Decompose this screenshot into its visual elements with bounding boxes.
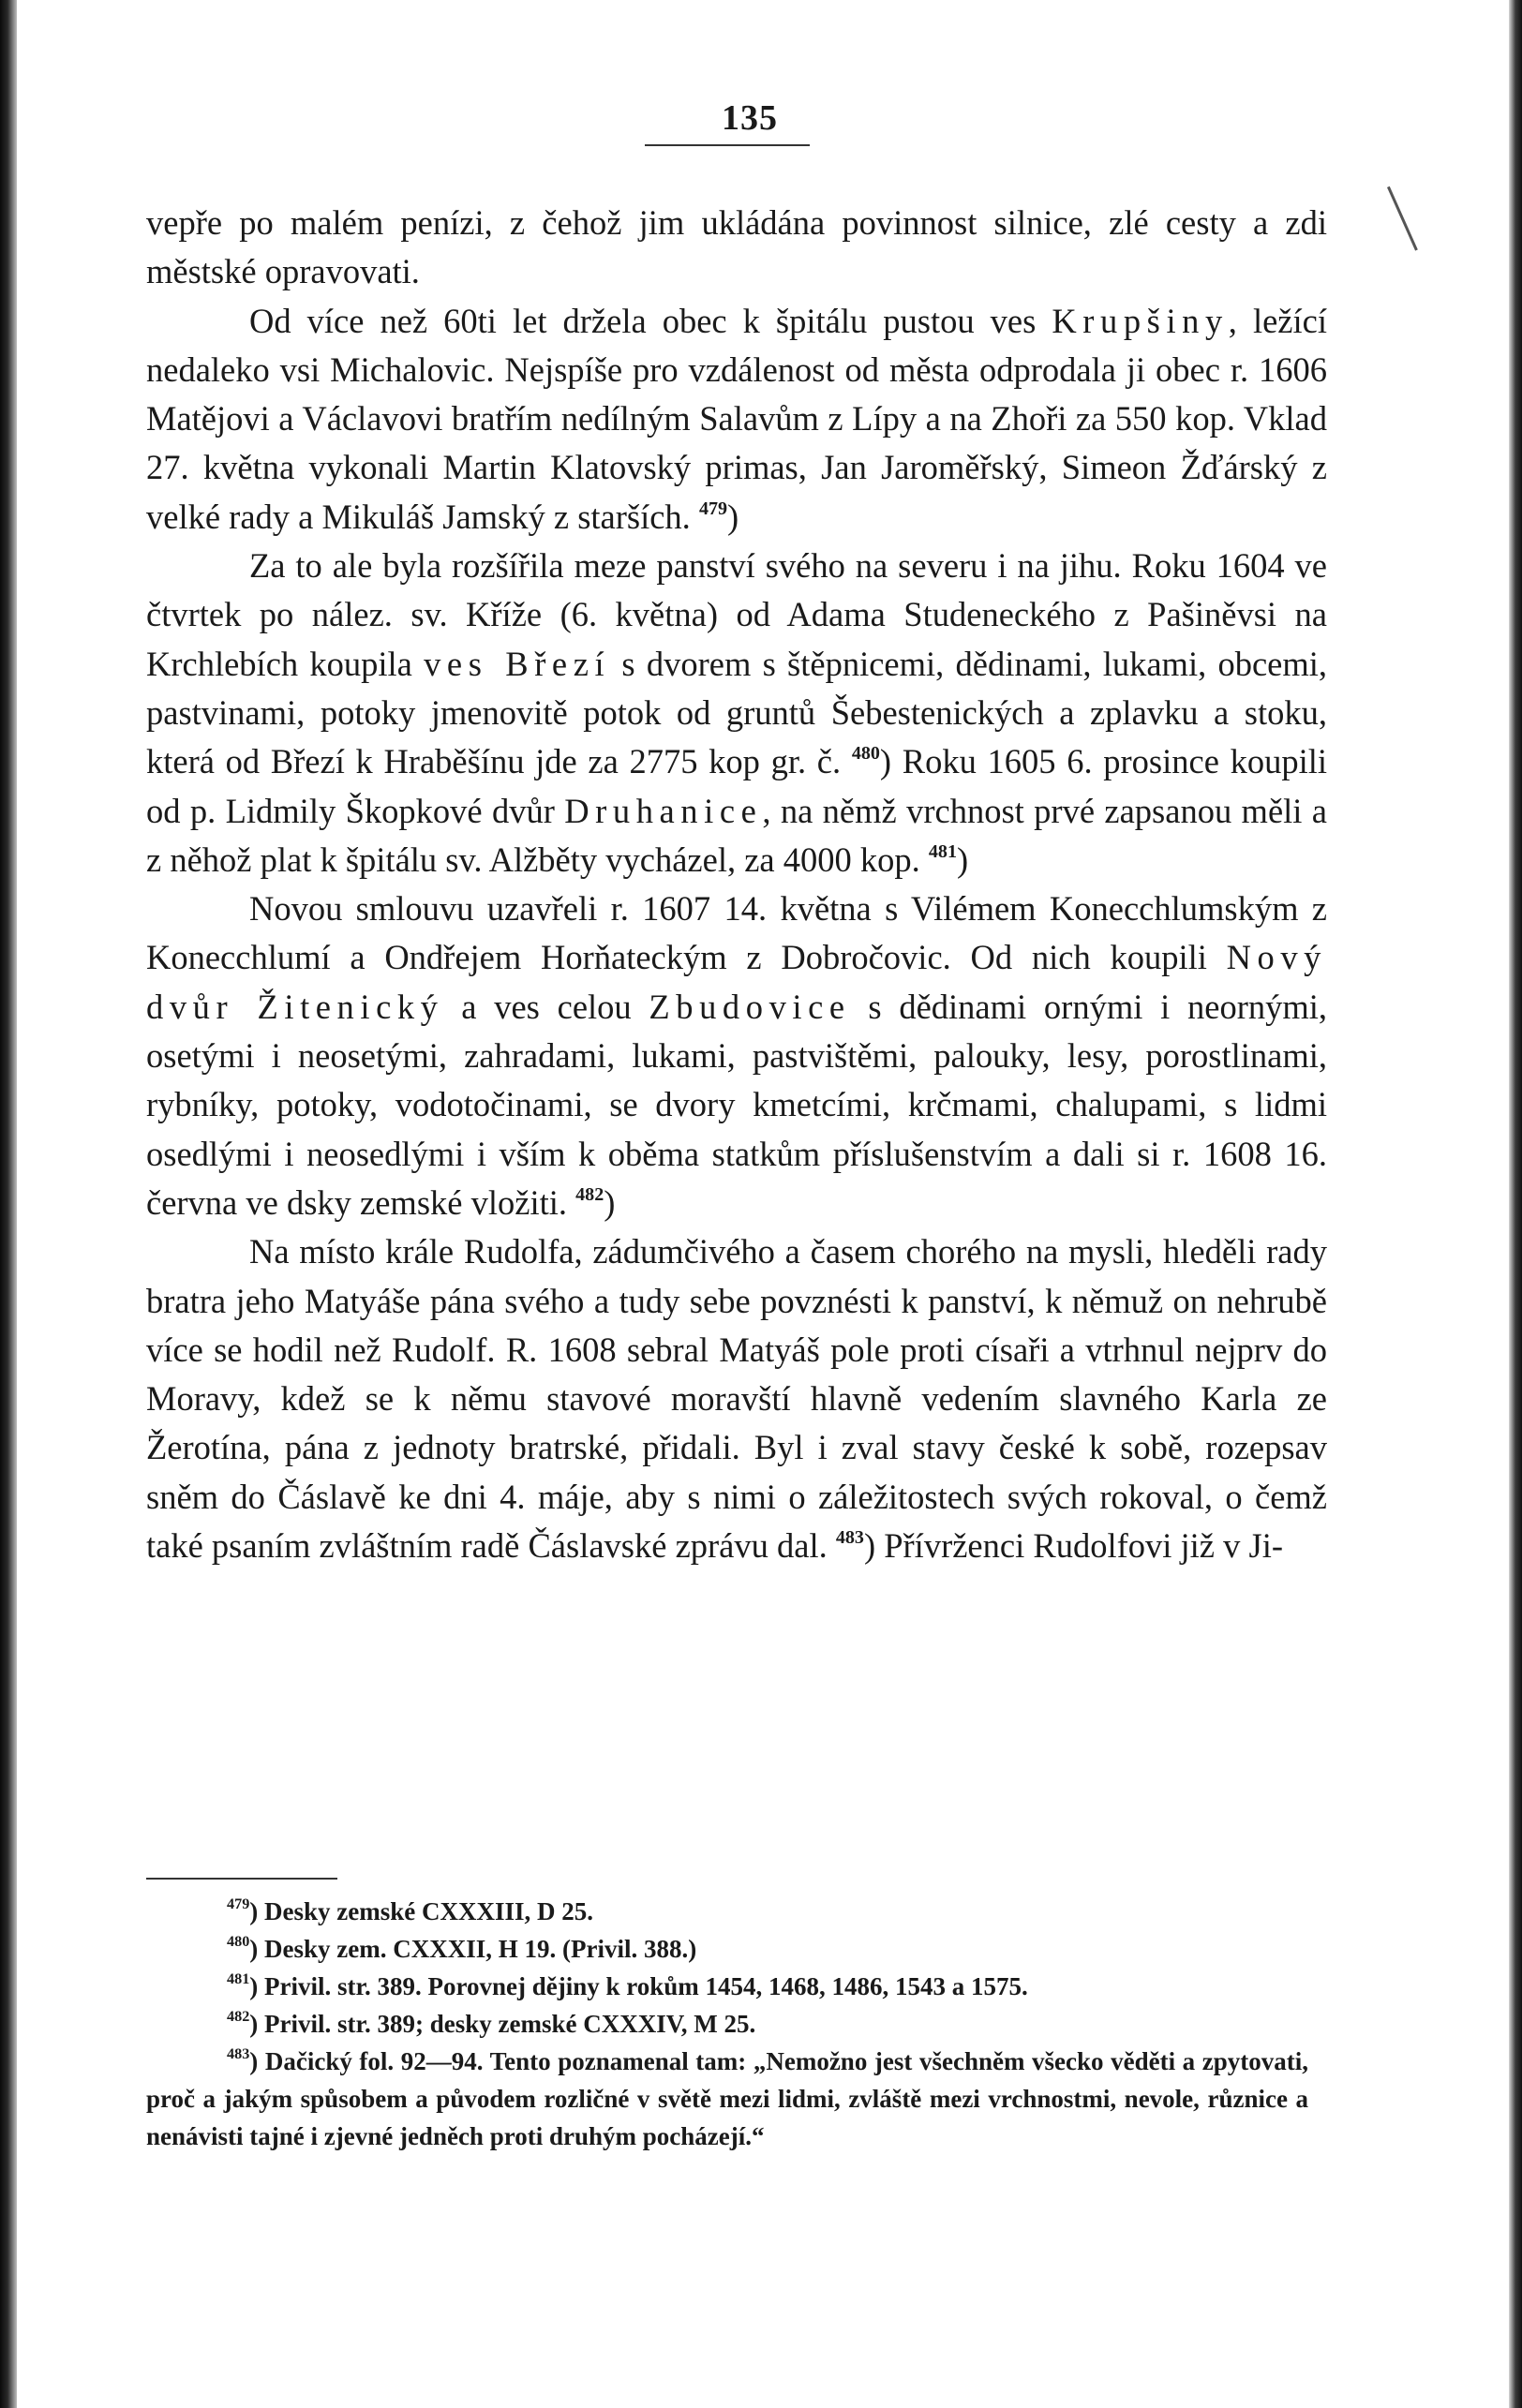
text-run: ) <box>956 840 969 879</box>
text-run: Za to ale byla rozšířila meze panství svého na severu i na jihu. Roku 1604 ve čtvrtek po nález. sv. Kříže (6. května) od Adama Studeneckého z Pašiněvsi na Krchlebích koupila <box>146 546 1327 683</box>
footnote-reference: 481 <box>928 840 957 862</box>
footnotes <box>146 1893 1308 2155</box>
text-run: , ležící nedaleko vsi Michalovic. Nejspíše pro vzdálenost od města odprodala ji obec r. 1606 Matějovi a Václavovi bratřím nedílným Salavům z Lípy a na Zhoři za 550 kop. Vklad 27. května vykonali Martin Klatovský primas, Jan Jaroměřský, Simeon Žďárský z velké rady a Mikuláš Jamský z starších. <box>146 301 1327 536</box>
text-run: s dědinami ornými i neornými, osetými i neosetými, zahradami, lukami, pastvištěmi, palouky, lesy, porostlinami, rybníky, potoky, vodotočinami, se dvory kmetcími, krčmami, chalupami, s lidmi osedlými i neosedlými i vším k oběma statkům příslušenstvím a dali si r. 1608 16. června ve dsky zemské vložiti. <box>146 987 1328 1222</box>
spaced-proper-name: Druhanice <box>564 791 763 830</box>
spaced-proper-name: Zbudovice <box>649 987 851 1026</box>
paragraph <box>146 297 1327 542</box>
spaced-proper-name: Krupšiny <box>1052 301 1229 340</box>
text-run: Novou smlouvu uzavřeli r. 1607 14. května s Vilémem Konecchlumským z Konecchlumí a Ondřejem Horňateckým z Dobročovic. Od nich koupili <box>146 889 1327 977</box>
footnote-reference: 480 <box>851 743 880 765</box>
footnote-number: 479 <box>227 1895 250 1912</box>
page-edge-left <box>0 0 17 2408</box>
margin-pencil-mark <box>1387 186 1418 251</box>
paragraph: vepře po malém penízi, z čehož jim ukládána povinnost silnice, zlé cesty a zdi městské opravovati. <box>146 203 1327 291</box>
footnote-text: ) Desky zemské CXXXIII, D 25. <box>249 1897 594 1925</box>
footnote-separator <box>146 1878 337 1880</box>
spaced-proper-name: ves Březí <box>424 644 611 683</box>
footnote-text: ) Privil. str. 389; desky zemské CXXXIV, M 25. <box>249 2010 756 2038</box>
text-run: Od více než 60ti let držela obec k špitálu pustou ves <box>249 301 1052 340</box>
footnote <box>146 2043 1308 2155</box>
footnote-text: ) Desky zem. CXXXII, H 19. (Privil. 388.) <box>249 1935 697 1963</box>
footnote <box>146 1968 1308 2005</box>
paragraph <box>146 884 1327 1227</box>
text-run: ) Roku 1605 6. prosince koupili od p. Lidmily Škopkové dvůr <box>146 742 1327 830</box>
header-rule <box>645 144 810 146</box>
text-run: Na místo krále Rudolfa, zádumčivého a časem chorého na mysli, hleděli rady bratra jeho Matyáše pána svého a tudy sebe povznésti k panství, k němuž on nehrubě více se hodil než Rudolf. R. 1608 sebral Matyáš pole proti císaři a vtrhnul nejprv do Moravy, kdež se k němu stavové moravští hlavně vedením slavného Karla ze Žerotína, pána z jednoty bratrské, přidali. Byl i zval stavy české k sobě, rozepsav sněm do Čáslavě ke dni 4. máje, aby s nimi o záležitostech svých rokoval, o čemž také psaním zvláštním radě Čáslavské zprávu dal. <box>146 1232 1327 1566</box>
body-text <box>146 199 1327 1570</box>
footnote <box>146 1893 1308 1930</box>
page-edge-right <box>1509 0 1522 2408</box>
footnote <box>146 2005 1308 2043</box>
footnote-text: ) Privil. str. 389. Porovnej dějiny k rokům 1454, 1468, 1486, 1543 a 1575. <box>249 1972 1028 2000</box>
paragraph <box>146 542 1327 884</box>
text-run: ) <box>604 1182 616 1222</box>
page-number: 135 <box>722 98 778 138</box>
text-run: ) <box>727 497 739 536</box>
footnote-number: 482 <box>227 2007 250 2025</box>
footnote-number: 481 <box>227 1970 250 1987</box>
footnote <box>146 1930 1308 1968</box>
text-run: , na němž vrchnost prvé zapsanou měli a z něhož plat k špitálu sv. Alžběty vycházel, za 4000 kop. <box>146 791 1327 879</box>
footnote-number: 480 <box>227 1932 250 1950</box>
footnote-number: 483 <box>227 2044 250 2062</box>
footnote-reference: 479 <box>698 498 728 519</box>
paragraph <box>146 1227 1327 1570</box>
text-run: s dvorem s štěpnicemi, dědinami, lukami, obcemi, pastvinami, potoky jmenovitě potok od gruntů Šebestenických a zplavku a stoku, která od Březí k Hraběšínu jde za 2775 kop gr. č. <box>146 644 1328 781</box>
footnote-text: ) Dačický fol. 92—94. Tento poznamenal tam: „Nemožno jest všechněm všecko věděti a zpytovati, proč a jakým spůsobem a původem rozličné v světě mezi lidmi, zvláště mezi vrchnostmi, nevole, různice a nenávisti tajné i zjevné jedněch proti druhým pocházejí.“ <box>146 2047 1308 2150</box>
spaced-proper-name: Nový dvůr Žitenický <box>146 938 1327 1026</box>
footnote-reference: 482 <box>575 1183 604 1205</box>
text-run: a ves celou <box>443 987 649 1026</box>
footnote-reference: 483 <box>835 1526 864 1548</box>
text-run: ) Přívrženci Rudolfovi již v Ji- <box>863 1526 1283 1566</box>
